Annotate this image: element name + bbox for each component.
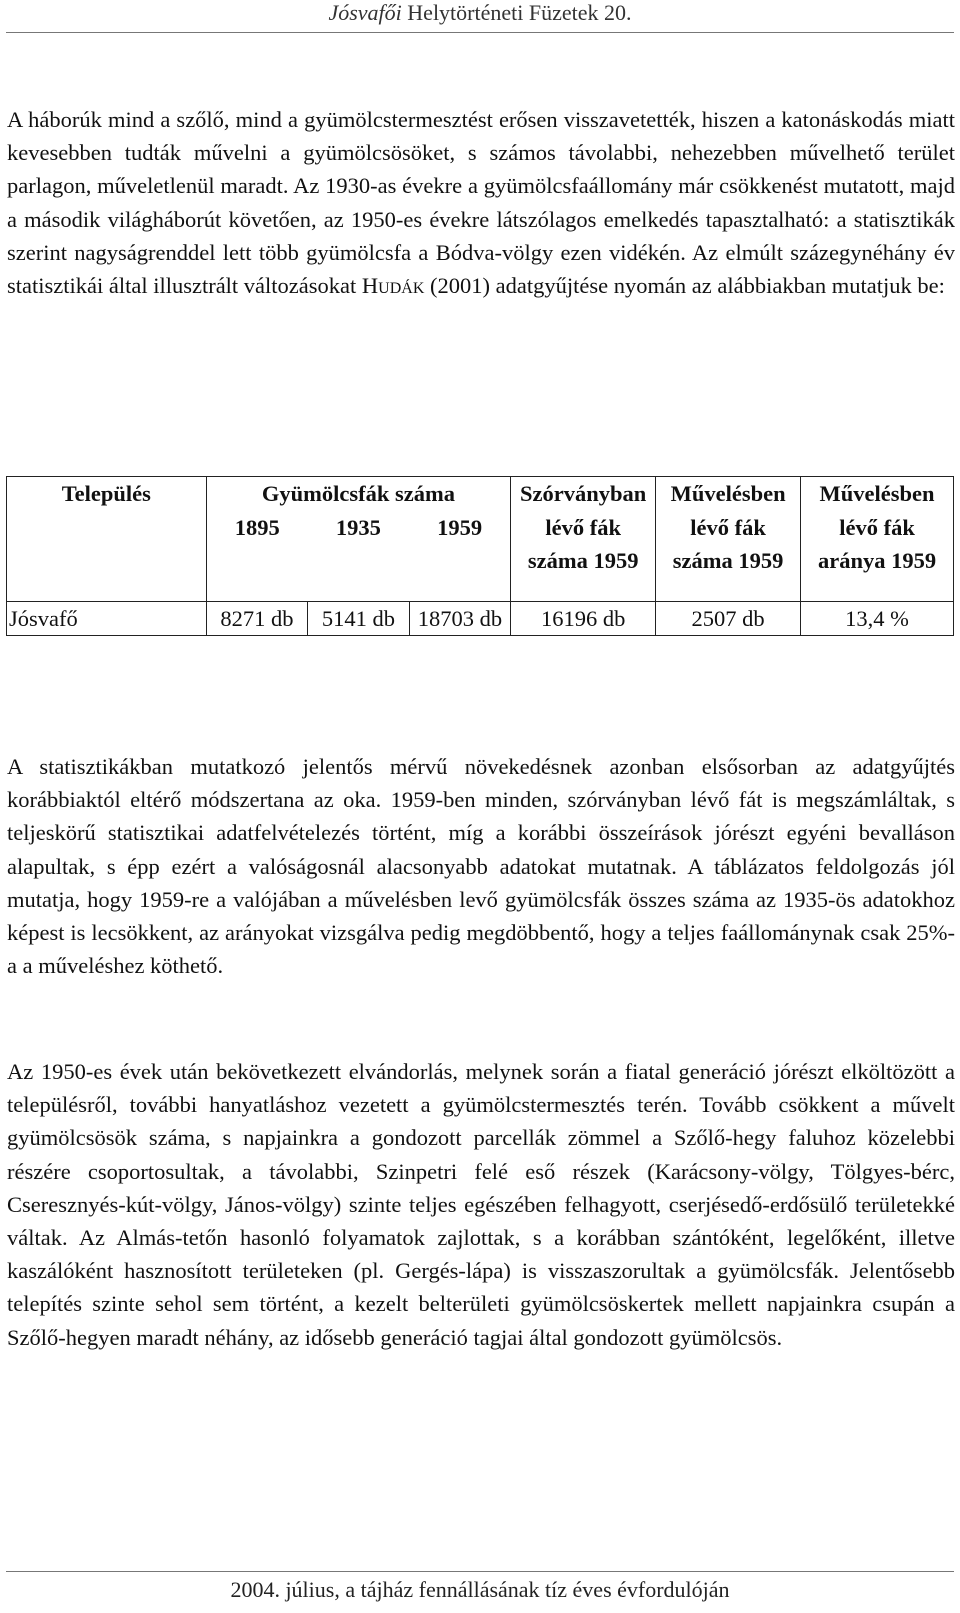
cell-1959: 18703 db (409, 602, 511, 636)
header-ratio: Művelésben lévő fák aránya 1959 (801, 477, 954, 602)
table-row (7, 601, 954, 636)
cell-scattered: 16196 db (511, 601, 656, 636)
header-cultivated: Művelésben lévő fák száma 1959 (656, 477, 801, 602)
header-year-1895: 1895 (234, 514, 280, 540)
running-footer: 2004. július, a tájház fennállásának tíz éves évfordulóján (6, 1571, 954, 1608)
header-settlement: Település (7, 477, 207, 602)
value-row (207, 602, 511, 636)
header-fruit-trees-label: Gyümölcsfák száma (261, 481, 455, 506)
header-fruit-trees (206, 477, 511, 602)
cell-settlement: Jósvafő (7, 601, 207, 636)
header-years (207, 511, 511, 545)
header-scattered: Szórványban lévő fák száma 1959 (511, 477, 656, 602)
running-header (6, 0, 954, 33)
fruit-tree-table (6, 476, 954, 636)
header-year-1959: 1959 (437, 514, 483, 540)
paragraph-intro (7, 103, 955, 302)
header-title-rest: Helytörténeti Füzetek 20. (401, 0, 632, 25)
header-year-1935: 1935 (335, 514, 381, 540)
paragraph-intro-text-a: A háborúk mind a szőlő, mind a gyümölcstermesztést erősen visszavetették, hiszen a katonáskodás miatt kevesebben tudták művelni a gyümölcsösöket, s számos távolabbi, nehezebben művelhető terület parlagon, műveletlenül maradt. Az 1930-as évekre a gyümölcsfaállomány már csökkenést mutatott, majd a második világháborút követően, az 1950-es évekre látszólagos emelkedés tapasztalható: a statisztikák szerint nagyságrenddel lett több gyümölcsfa a Bódva-völgy ezen vidékén. Az elmúlt százegynéhány év statisztikái által illusztrált változásokat (7, 107, 955, 299)
header-title-italic: Jósvafői (328, 0, 402, 25)
paragraph-decline: Az 1950-es évek után bekövetkezett elvándorlás, melynek során a fiatal generáció jórészt elköltözött a településről, további hanyatláshoz vezetett a gyümölcstermesztés terén. Tovább csökkent a művelt gyümölcsösök száma, s napjainkra a gondozott parcellák zömmel a Szőlő-hegy faluhoz közelebbi részére csoportosultak, a távolabbi, Szinpetri felé eső részek (Karácsony-völgy, Tölgyes-bérc, Cseresznyés-kút-völgy, János-völgy) szinte teljes egészében felhagyott, cserjésedő-erdősülő területekké váltak. Az Almás-tetőn hasonló folyamatok zajlottak, s a korábban szántóként, legelőként, illetve kaszálóként hasznosított területeken (pl. Gergés-lápa) is visszaszorultak a gyümölcsfák. Jelentősebb telepítés szinte sehol sem történt, a kezelt belterületi gyümölcsöskertek mellett napjainkra csupán a Szőlő-hegyen maradt néhány, az idősebb generáció tagjai által gondozott gyümölcsös. (7, 1059, 955, 1350)
cell-fruit-tree-values (206, 601, 511, 636)
paragraph-methodology: A statisztikákban mutatkozó jelentős mérvű növekedésnek azonban elsősorban az adatgyűjtés korábbiaktól eltérő módszertana az oka. 1959-ben minden, szórványban lévő fát is megszámláltak, s teljeskörű statisztikai adatfelvételezés történt, míg a korábbi összeírások jórészt egyéni bevalláson alapultak, s épp ezért a valóságosnál alacsonyabb adatokat mutatnak. A táblázatos feldolgozás jól mutatja, hogy 1959-re a valójában a művelésben levő gyümölcsfák összes száma az 1935-ös adatokhoz képest is lecsökkent, az arányokat vizsgálva pedig megdöbbentő, hogy a teljes faállománynak csak 25%-a a műveléshez köthető. (7, 754, 955, 979)
cell-ratio: 13,4 % (801, 601, 954, 636)
cell-1895: 8271 db (220, 605, 294, 631)
cell-cultivated: 2507 db (656, 601, 801, 636)
author-name: Hudák (361, 273, 425, 299)
table-header-row (7, 477, 954, 602)
cell-1935: 5141 db (307, 602, 409, 636)
paragraph-intro-text-b: (2001) adatgyűjtése nyomán az alábbiakban mutatjuk be: (424, 273, 945, 299)
